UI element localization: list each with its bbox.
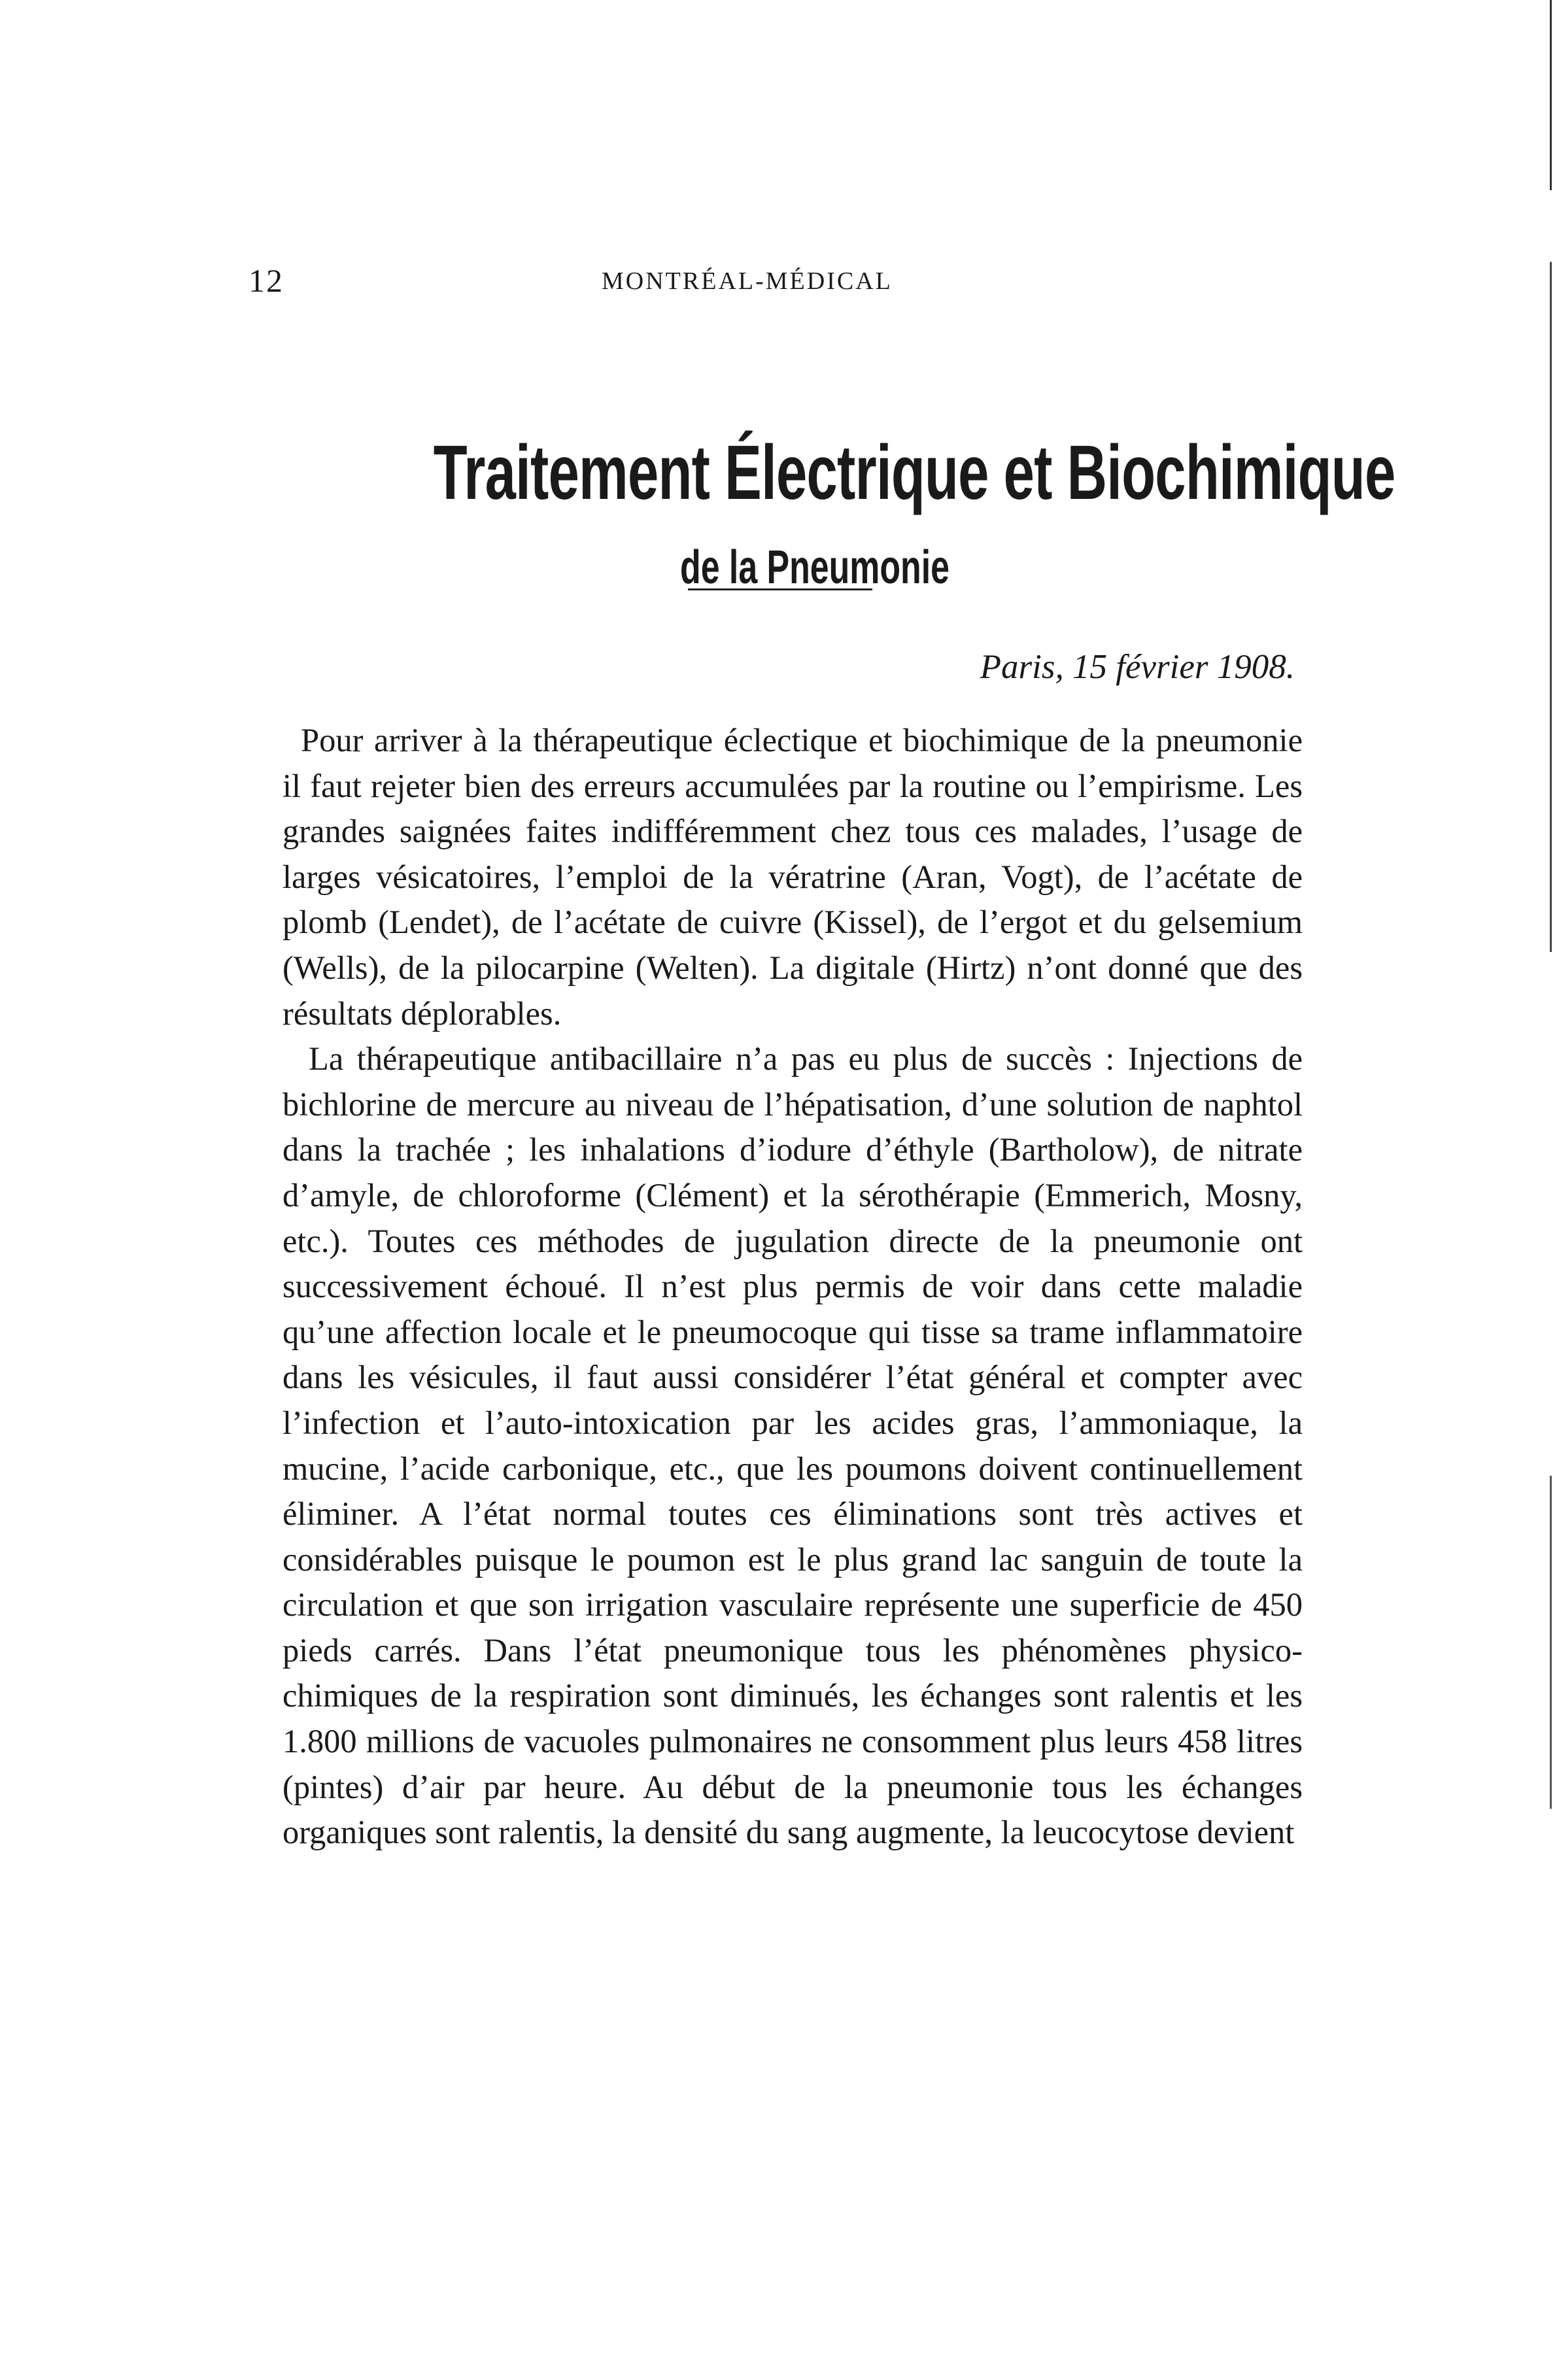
title-divider	[688, 588, 872, 590]
page-number: 12	[248, 262, 284, 299]
article-subtitle: de la Pneumonie	[680, 541, 950, 594]
running-head	[248, 262, 1308, 307]
article-title: Traitement Électrique et Biochimique	[433, 430, 1395, 517]
article-body	[282, 718, 1303, 1856]
page-edge-shadow	[1550, 0, 1552, 2380]
paragraph-1: Pour arriver à la thérapeutique éclectique et biochimique de la pneumonie il faut rejeter bien des erreurs accumulées par la routine ou l’empirisme. Les grandes saignées faites indifféremment chez tous ces malades, l’usage de larges vésicatoires, l’emploi de la vératrine (Aran, Vogt), de l’acétate de plomb (Lendet), de l’acétate de cuivre (Kissel), de l’ergot et du gelsemium (Wells), de la pilocarpine (Welten). La digitale (Hirtz) n’ont donné que des résultats déplorables.	[282, 722, 1303, 1032]
journal-name: MONTRÉAL-MÉDICAL	[602, 267, 893, 295]
dateline: Paris, 15 février 1908.	[980, 648, 1295, 686]
paragraph-2: La thérapeutique antibacillaire n’a pas eu plus de succès : Injections de bichlorine de mercure au niveau de l’hépatisation, d’une solution de naphtol dans la trachée ; les inhalations d’iodure d’éthyle (Bartholow), de nitrate d’amyle, de chloroforme (Clément) et la sérothérapie (Emmerich, Mosny, etc.). Toutes ces méthodes de jugulation directe de la pneumonie ont successivement échoué. Il n’est plus permis de voir dans cette maladie qu’une affection locale et le pneumocoque qui tisse sa trame inflammatoire dans les vésicules, il faut aussi considérer l’état général et compter avec l’infection et l’auto-intoxication par les acides gras, l’ammoniaque, la mucine, l’acide carbonique, etc., que les poumons doivent continuellement éliminer. A l’état normal toutes ces éliminations sont très actives et considérables puisque le poumon est le plus grand lac sanguin de toute la circulation et que son irrigation vasculaire représente une superficie de 450 pieds carrés. Dans l’état pneumonique tous les phénomènes physico-chimiques de la respiration sont diminués, les échanges sont ralentis et les 1.800 millions de vacuoles pulmonaires ne consomment plus leurs 458 litres (pintes) d’air par heure. Au début de la pneumonie tous les échanges organiques sont ralentis, la densité du sang augmente, la leucocytose devient	[282, 1040, 1303, 1851]
